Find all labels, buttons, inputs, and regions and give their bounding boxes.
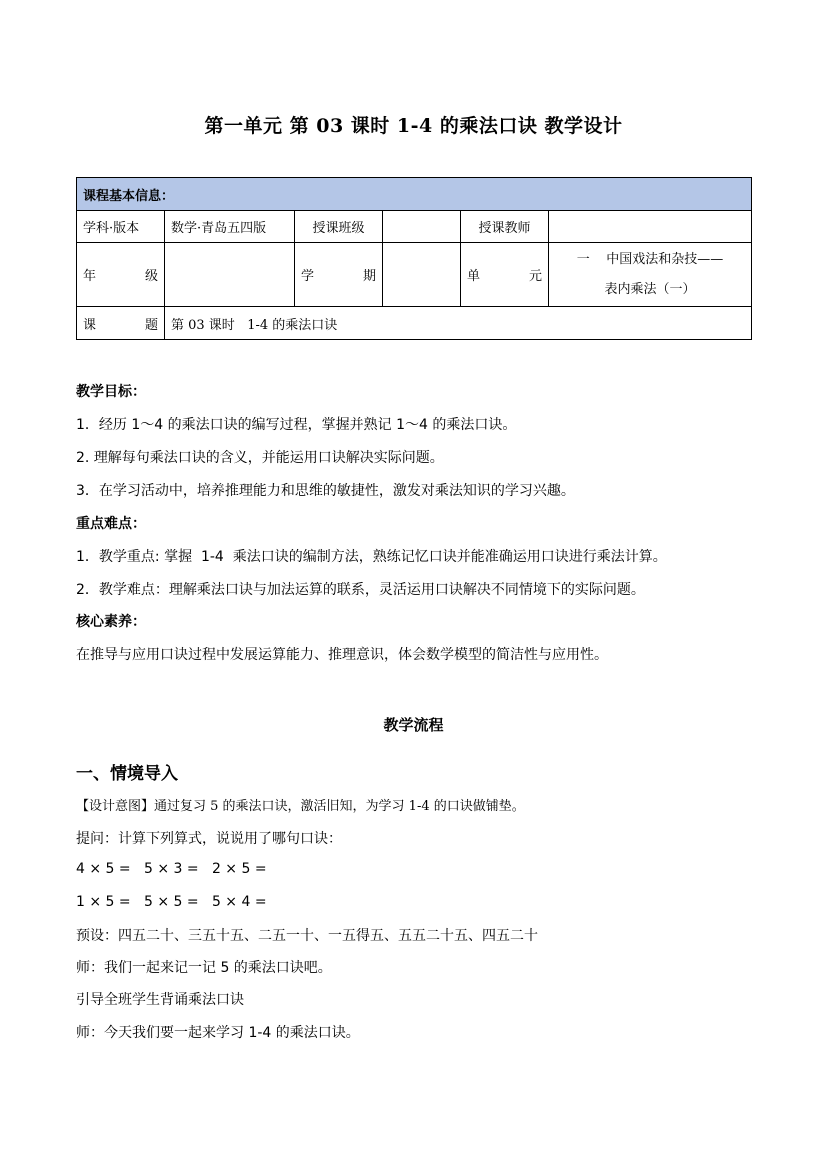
unit-label: 单 元 — [461, 243, 549, 307]
section-line: 提问：计算下列算式，说说用了哪句口诀： — [76, 831, 342, 847]
table-row — [77, 243, 752, 307]
topic-value: 第 03 课时 1-4 的乘法口诀 — [165, 307, 752, 340]
section-line: 师：我们一起来记一记 5 的乘法口诀吧。 — [76, 960, 332, 976]
class-label: 授课班级 — [295, 211, 383, 243]
core-heading: 核心素养： — [76, 614, 146, 630]
unit-value: 一 中国戏法和杂技—— 表内乘法（一） — [549, 243, 752, 307]
topic-label: 课 题 — [77, 307, 165, 340]
term-label: 学 期 — [295, 243, 383, 307]
grade-value — [165, 243, 295, 307]
term-value — [383, 243, 461, 307]
subject-label: 学科·版本 — [77, 211, 165, 243]
keypoint-item: 1．教学重点: 掌握 1-4 乘法口诀的编制方法，熟练记忆口诀并能准确运用口诀进行乘法计算。 — [76, 549, 667, 565]
equation-line: 1 × 5 = 5 × 5 = 5 × 4 = — [76, 894, 267, 910]
teacher-label: 授课教师 — [461, 211, 549, 243]
keypoint-item: 2．教学难点：理解乘法口诀与加法运算的联系，灵活运用口诀解决不同情境下的实际问题。 — [76, 582, 645, 598]
section-heading: 一、情境导入 — [76, 764, 178, 784]
keypoints-heading: 重点难点： — [76, 516, 146, 532]
objectives-heading: 教学目标： — [76, 384, 146, 400]
flow-heading: 教学流程 — [383, 716, 444, 734]
table-row — [77, 307, 752, 340]
objective-item: 1．经历 1～4 的乘法口诀的编写过程，掌握并熟记 1～4 的乘法口诀。 — [76, 417, 517, 433]
teacher-value — [549, 211, 752, 243]
subject-value: 数学·青岛五四版 — [165, 211, 295, 243]
course-info-table — [76, 177, 752, 340]
section-line: 引导全班学生背诵乘法口诀 — [76, 992, 244, 1008]
core-text: 在推导与应用口诀过程中发展运算能力、推理意识，体会数学模型的简洁性与应用性。 — [76, 647, 608, 663]
grade-label: 年 级 — [77, 243, 165, 307]
equation-line: 4 × 5 = 5 × 3 = 2 × 5 = — [76, 861, 267, 877]
table-header: 课程基本信息： — [77, 178, 752, 211]
section-line: 预设：四五二十、三五十五、二五一十、一五得五、五五二十五、四五二十 — [76, 928, 538, 944]
objective-item: 3．在学习活动中，培养推理能力和思维的敏捷性，激发对乘法知识的学习兴趣。 — [76, 483, 575, 499]
design-intent: 【设计意图】通过复习 5 的乘法口诀，激活旧知，为学习 1-4 的口诀做铺垫。 — [76, 799, 525, 814]
section-line: 师：今天我们要一起来学习 1-4 的乘法口诀。 — [76, 1025, 360, 1041]
class-value — [383, 211, 461, 243]
objective-item: 2. 理解每句乘法口诀的含义，并能运用口诀解决实际问题。 — [76, 450, 444, 466]
table-row — [77, 211, 752, 243]
document-title: 第一单元 第 03 课时 1-4 的乘法口诀 教学设计 — [204, 115, 623, 137]
